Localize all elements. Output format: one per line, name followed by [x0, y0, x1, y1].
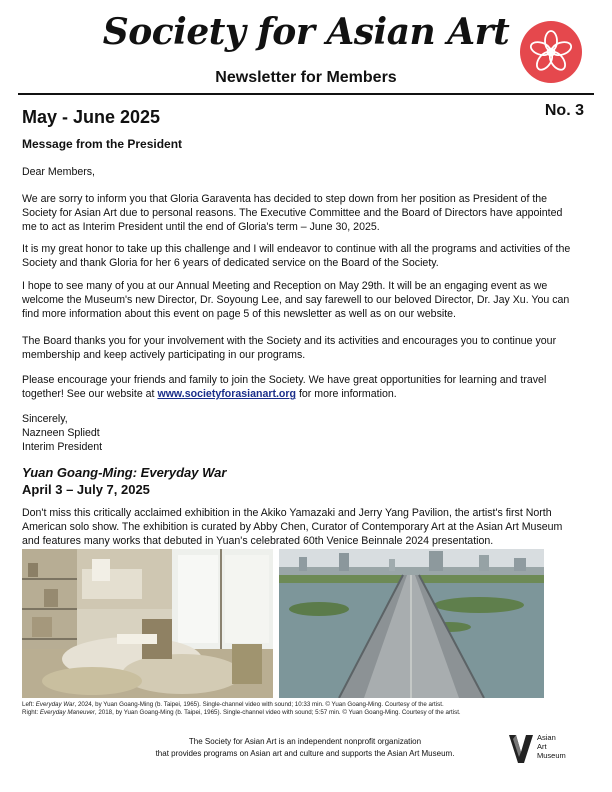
- asian-art-museum-logo-icon: [508, 734, 574, 764]
- section-heading-president: Message from the President: [22, 137, 183, 151]
- flower-seal-icon: [520, 21, 582, 83]
- caption-left: [22, 701, 592, 709]
- salutation: Dear Members,: [22, 166, 95, 178]
- paragraph-1: We are sorry to inform you that Gloria Garaventa has decided to step down from her position as President of the Society for Asian Art due to personal reasons. The Executive Committee and the Board of Directors have appointed me to act as Interim President until the end of Gloria's term – June 30, 2025.: [22, 193, 563, 234]
- paragraph-5: [22, 373, 578, 401]
- footer-text: [90, 736, 520, 759]
- photo-everyday-maneuver: [279, 549, 544, 698]
- caption-right-prefix: Right:: [22, 709, 40, 717]
- photo-caption: [22, 701, 592, 718]
- paragraph-4: The Board thanks you for your involvement with the Society and its activities and encourages you to continue your membership and keep actively participating in our programs.: [22, 335, 557, 362]
- footer-line-2: that provides programs on Asian art and culture and supports the Asian Art Museum.: [155, 748, 455, 758]
- museum-logo-line-1: Asian: [537, 733, 556, 742]
- paragraph-2: It is my great honor to take up this challenge and I will endeavor to continue with all the programs and activities of the Society and thank Gloria for her 6 years of dedicated service on the Board of the Society.: [22, 243, 571, 270]
- exhibition-dates: April 3 – July 7, 2025: [22, 482, 150, 497]
- caption-left-rest: , 2024, by Yuan Goang-Ming (b. Taipei, 1965). Single-channel video with sound; 10:33 min. © Yuan Goang-Ming. Courtesy of the artist.: [74, 701, 444, 708]
- signoff: Sincerely,: [22, 413, 68, 425]
- issue-number: No. 3: [544, 102, 584, 119]
- paragraph-5-tail: for more information.: [296, 388, 397, 401]
- paragraph-5-text: Please encourage your friends and family to join the Society. We have great opportunities for learning and travel together! See our website at: [22, 374, 547, 401]
- header-divider: [18, 93, 594, 95]
- masthead-title: Society for Asian Art: [102, 11, 510, 53]
- exhibition-title: Yuan Goang-Ming: Everyday War: [22, 465, 227, 480]
- caption-right-work: Everyday Maneuver: [39, 709, 95, 717]
- signer-name: Nazneen Spliedt: [22, 427, 100, 440]
- footer-line-1: The Society for Asian Art is an independent nonprofit organization: [188, 737, 422, 746]
- website-link[interactable]: www.societyforasianart.org: [157, 388, 296, 401]
- issue-date: May - June 2025: [22, 107, 161, 127]
- caption-right-rest: , 2018, by Yuan Goang-Ming (b. Taipei, 1965). Single-channel video with sound; 5:57 min. © Yuan Goang-Ming. Courtesy of the artist.: [94, 709, 461, 717]
- caption-left-prefix: Left:: [22, 701, 36, 708]
- exhibition-description: Don't miss this critically acclaimed exhibition in the Akiko Yamazaki and Jerry Yang Pavilion, the artist's first North American solo show. The exhibition is curated by Abby Chen, Curator of Contemporary Art at the Asian Art Museum and features many works that debuted in Yuan's celebrated 60th Venice Beinnale 2024 presentation.: [22, 507, 563, 548]
- museum-logo-line-3: Museum: [537, 751, 566, 760]
- signer-title: Interim President: [22, 441, 103, 454]
- museum-logo-line-2: Art: [537, 742, 547, 751]
- caption-left-work: Everyday War: [35, 701, 75, 708]
- paragraph-3: I hope to see many of you at our Annual Meeting and Reception on May 29th. It will be an engaging event as we welcome the Museum's new Director, Dr. Soyoung Lee, and say farewell to our beloved Director, Dr. Jay Xu. You can find more information about this event on page 5 of this newsletter as well as on our website.: [22, 280, 570, 321]
- signature-block: [22, 412, 578, 454]
- masthead-subtitle: Newsletter for Members: [215, 69, 397, 86]
- caption-right: [22, 709, 592, 717]
- photo-everyday-war: [22, 549, 273, 698]
